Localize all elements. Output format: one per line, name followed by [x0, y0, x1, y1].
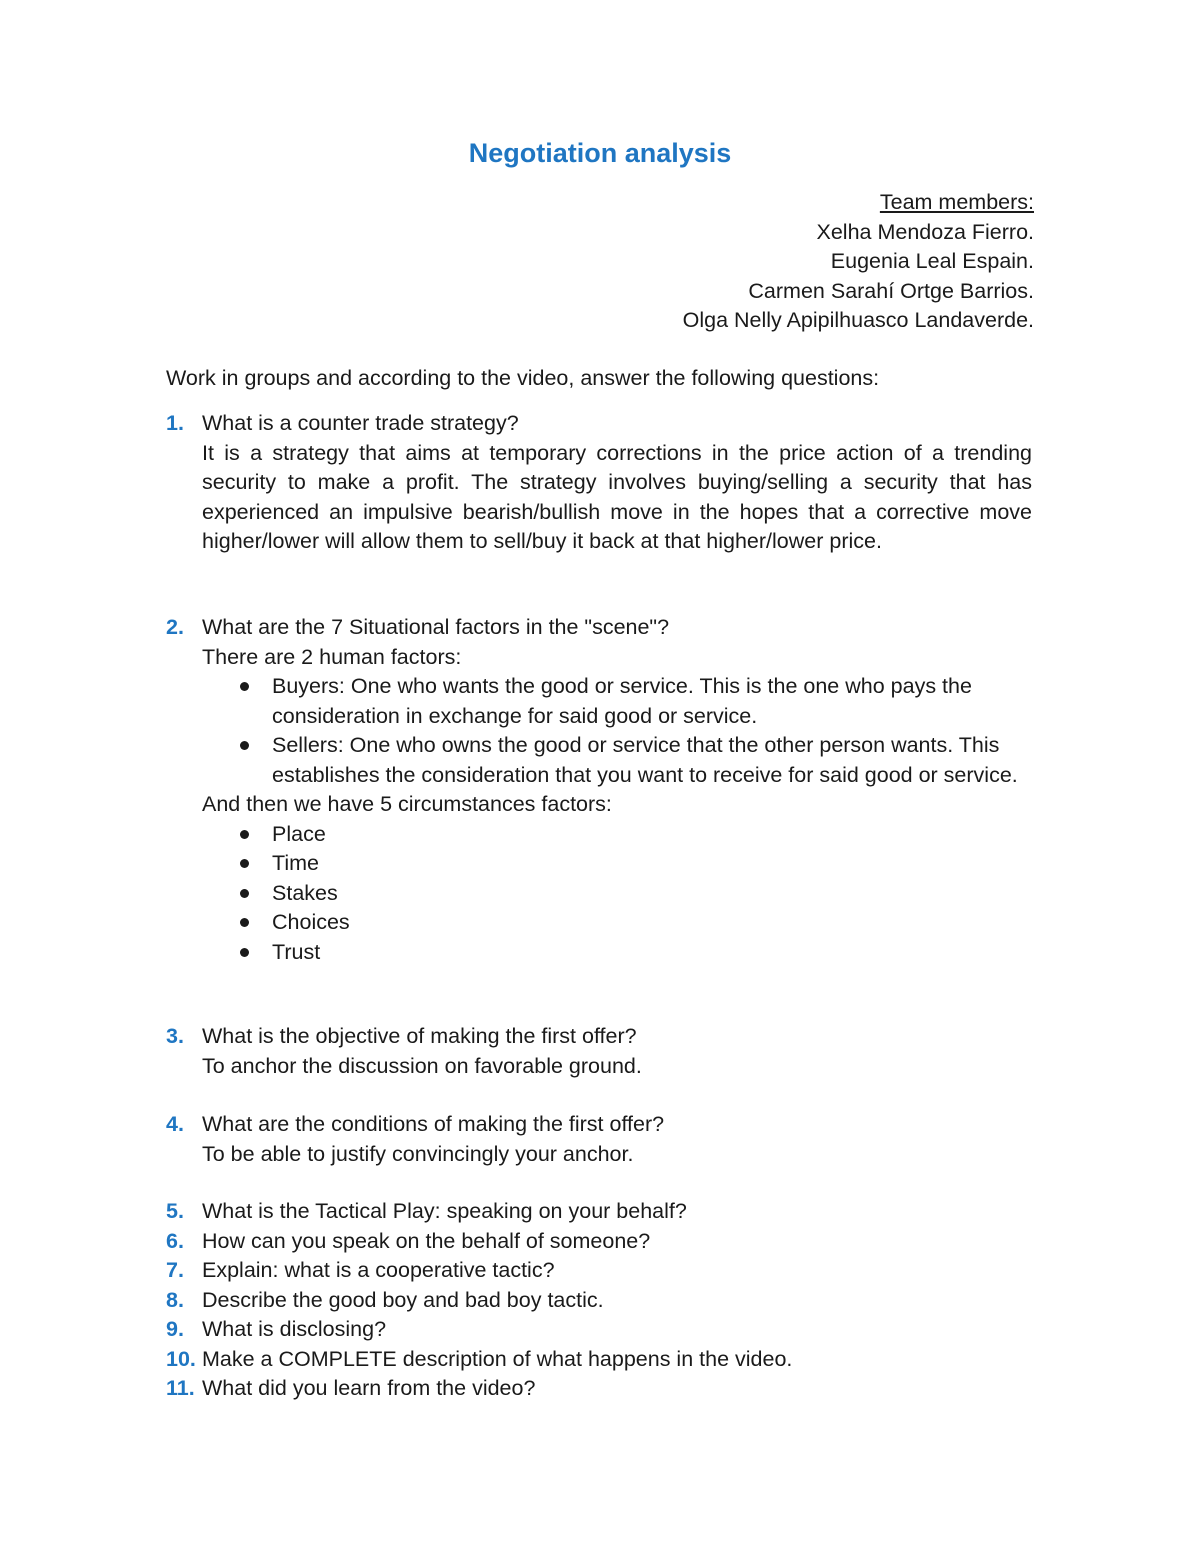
bullet-icon: [240, 859, 249, 868]
question-number: 7.: [166, 1258, 184, 1282]
bullet-icon: [240, 682, 249, 691]
list-item: [202, 879, 1032, 909]
question-11: [166, 1374, 1032, 1404]
list-item-text: Stakes: [272, 880, 338, 905]
list-item-text: Buyers: One who wants the good or service. This is the one who pays the consideration in exchange for said good or service.: [272, 674, 972, 728]
list-item-text: Choices: [272, 910, 350, 934]
question-number: 11.: [166, 1376, 195, 1400]
human-factors-intro: There are 2 human factors:: [202, 644, 462, 669]
question-number: 1.: [166, 411, 184, 435]
list-item-text: Time: [272, 851, 319, 875]
question-number: 5.: [166, 1199, 184, 1223]
question-text: What is disclosing?: [202, 1317, 387, 1341]
question-6: [166, 1227, 1032, 1257]
question-number: 2.: [166, 615, 184, 639]
team-member: Carmen Sarahí Ortge Barrios.: [748, 278, 1034, 303]
list-item: [202, 820, 1032, 850]
question-7: [166, 1256, 1032, 1286]
instructions-text: Work in groups and according to the video, answer the following questions:: [166, 366, 880, 390]
bullet-icon: [240, 741, 249, 750]
circumstance-factors-list: [202, 820, 1032, 968]
question-2: [166, 613, 1032, 967]
question-number: 10.: [166, 1347, 196, 1371]
bullet-icon: [240, 830, 249, 839]
list-item-text: Sellers: One who owns the good or service that the other person wants. This establishes the consideration that you want to receive for said good or service.: [272, 733, 1018, 787]
question-1: [166, 409, 1032, 557]
list-item: [202, 731, 1032, 790]
question-text: How can you speak on the behalf of someone?: [202, 1229, 651, 1253]
question-3: [166, 1022, 1032, 1081]
question-text: What is the objective of making the first offer?: [202, 1024, 637, 1048]
bullet-icon: [240, 889, 249, 898]
page-title: Negotiation analysis: [468, 138, 732, 168]
team-heading: Team members:: [879, 190, 1034, 214]
question-5: [166, 1197, 1032, 1227]
question-text: What is a counter trade strategy?: [202, 411, 519, 435]
team-member: Olga Nelly Apipilhuasco Landaverde.: [682, 308, 1034, 332]
question-text: Describe the good boy and bad boy tactic.: [202, 1288, 604, 1312]
question-10: [166, 1345, 1032, 1375]
question-number: 8.: [166, 1288, 184, 1312]
answer-text: To be able to justify convincingly your anchor.: [202, 1141, 634, 1166]
answer-text: It is a strategy that aims at temporary corrections in the price action of a trending security to make a profit. The strategy involves buying/selling a security that has experienced an impulsive bearish/bullish move in the hopes that a corrective move higher/lower will allow them to sell/buy it back at that higher/lower price.: [202, 440, 1032, 553]
list-item-text: Trust: [272, 939, 321, 964]
question-text: What is the Tactical Play: speaking on your behalf?: [202, 1199, 687, 1223]
question-text: Make a COMPLETE description of what happens in the video.: [202, 1347, 793, 1371]
question-text: Explain: what is a cooperative tactic?: [202, 1258, 555, 1282]
answer-text: To anchor the discussion on favorable ground.: [202, 1053, 642, 1078]
question-text: What did you learn from the video?: [202, 1376, 536, 1400]
bullet-icon: [240, 948, 249, 957]
question-9: [166, 1315, 1032, 1345]
question-number: 6.: [166, 1229, 184, 1253]
list-item-text: Place: [272, 821, 326, 846]
list-item: [202, 672, 1032, 731]
circumstance-factors-intro: And then we have 5 circumstances factors:: [202, 792, 612, 816]
list-item: [202, 849, 1032, 879]
list-item: [202, 938, 1032, 968]
team-member: Xelha Mendoza Fierro.: [816, 219, 1034, 244]
team-members-block: [683, 188, 1034, 336]
question-number: 9.: [166, 1317, 184, 1341]
question-number: 4.: [166, 1112, 184, 1136]
question-4: [166, 1110, 1032, 1169]
question-number: 3.: [166, 1024, 184, 1048]
bullet-icon: [240, 918, 249, 927]
question-text: What are the 7 Situational factors in the "scene"?: [202, 615, 670, 639]
team-member: Eugenia Leal Espain.: [830, 249, 1034, 273]
question-text: What are the conditions of making the first offer?: [202, 1112, 665, 1136]
list-item: [202, 908, 1032, 938]
question-8: [166, 1286, 1032, 1316]
human-factors-list: [202, 672, 1032, 790]
